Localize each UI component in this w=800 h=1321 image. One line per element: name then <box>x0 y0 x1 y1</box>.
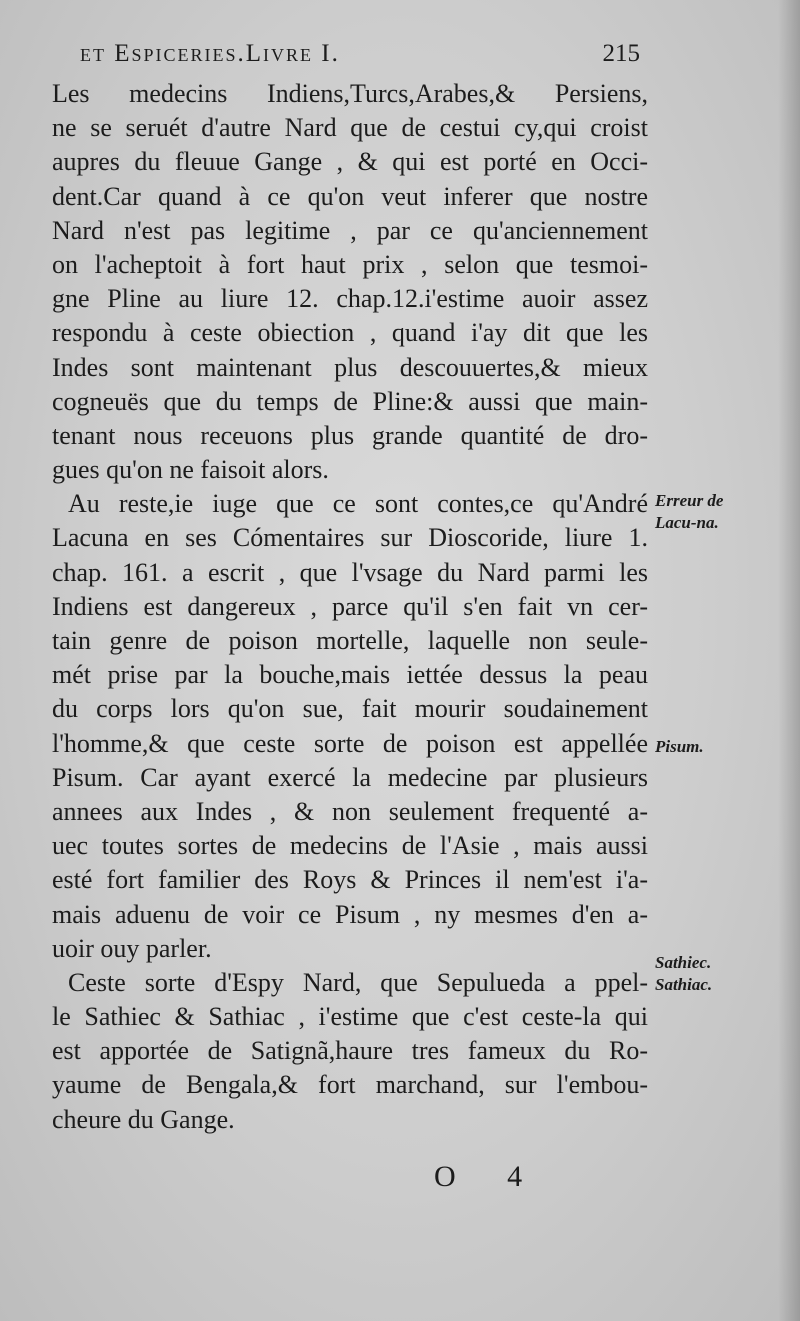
margin-note-erreur: Erreur de Lacu-na. <box>655 491 724 532</box>
text-line: uoir ouy parler. <box>52 933 212 963</box>
text-line: du corps lors qu'on sue, fait mourir soudainement <box>52 694 648 724</box>
text-line: cheure du Gange. <box>52 1104 235 1134</box>
text-line: mét prise par la bouche,mais iettée dessus la peau <box>52 660 648 690</box>
text-line: Pisum. Car ayant exercé la medecine par plusieurs <box>52 762 648 792</box>
text-line: on l'acheptoit à fort haut prix , selon que tesmoi- <box>52 249 648 279</box>
running-head <box>80 40 640 80</box>
margin-note-pisum: Pisum. <box>655 737 704 756</box>
text-line: le Sathiec & Sathiac , i'estime que c'est ceste-la qui <box>52 1002 648 1032</box>
text-line: mais aduenu de voir ce Pisum , ny mesmes d'en a- <box>52 899 648 929</box>
text-line: Nard n'est pas legitime , par ce qu'anciennement <box>52 215 648 245</box>
text-line: Lacuna en ses Cómentaires sur Dioscoride, liure 1. <box>52 523 648 553</box>
text-line: gne Pline au liure 12. chap.12.i'estime auoir assez <box>52 284 648 314</box>
signature-mark: O 4 <box>434 1160 545 1193</box>
text-line: Indes sont maintenant plus descouuertes,& mieux <box>52 352 648 382</box>
margin-note-sathiec: Sathiec. Sathiac. <box>655 953 713 994</box>
text-line: Indiens est dangereux , parce qu'il s'en fait vn cer- <box>52 591 648 621</box>
text-line: uec toutes sortes de medecins de l'Asie , mais aussi <box>52 831 648 861</box>
text-line: esté fort familier des Roys & Princes il nem'est i'a- <box>52 865 648 895</box>
text-line: yaume de Bengala,& fort marchand, sur l'embou- <box>52 1070 648 1100</box>
text-line: l'homme,& que ceste sorte de poison est appellée <box>52 728 648 758</box>
text-line: ne se seruét d'autre Nard que de cestui cy,qui croist <box>52 113 648 143</box>
text-line: aupres du fleuue Gange , & qui est porté en Occi- <box>52 147 648 177</box>
text-line: gues qu'on ne faisoit alors. <box>52 455 329 485</box>
running-title: et Espiceries.Livre I. <box>80 40 340 67</box>
text-line: chap. 161. a escrit , que l'vsage du Nard parmi les <box>52 557 648 587</box>
text-line: tenant nous receuons plus grande quantité de dro- <box>52 420 648 450</box>
text-line: dent.Car quand à ce qu'on veut inferer que nostre <box>52 181 648 211</box>
text-line: Au reste,ie iuge que ce sont contes,ce qu'André <box>68 489 648 519</box>
text-line: Ceste sorte d'Espy Nard, que Sepulueda a ppel- <box>68 967 648 997</box>
body-text <box>52 77 648 1137</box>
text-line: respondu à ceste obiection , quand i'ay dit que les <box>52 318 648 348</box>
text-line: tain genre de poison mortelle, laquelle non seule- <box>52 626 648 655</box>
text-line: est apportée de Satignã,haure tres fameux du Ro- <box>52 1036 648 1066</box>
text-line: Les medecins Indiens,Turcs,Arabes,& Persiens, <box>52 79 648 108</box>
text-line: annees aux Indes , & non seulement frequenté a- <box>52 796 648 826</box>
text-line: cogneuës que du temps de Pline:& aussi que main- <box>52 386 648 416</box>
page-number: 215 <box>602 40 640 67</box>
